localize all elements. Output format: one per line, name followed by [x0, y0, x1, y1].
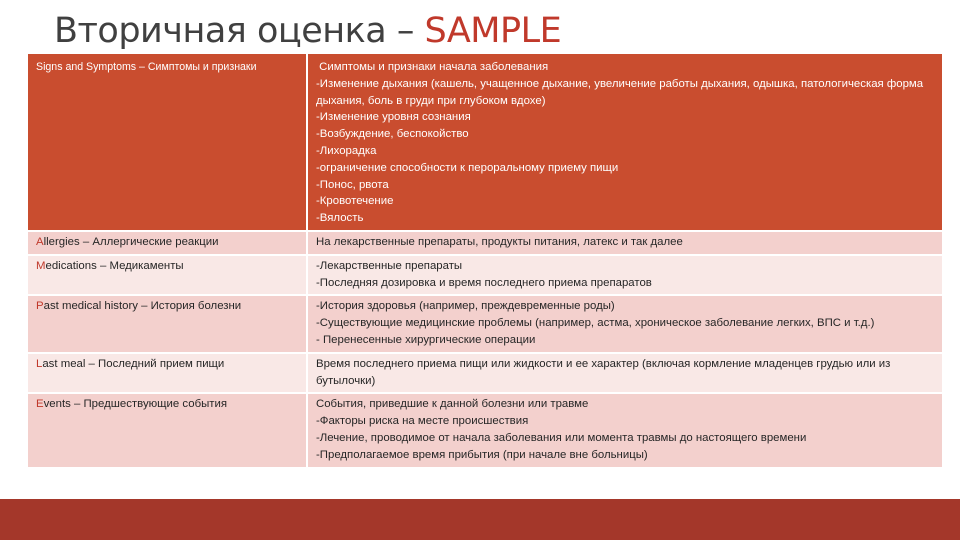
description-line: -Предполагаемое время прибытия (при начале вне больницы) [316, 448, 648, 461]
row-label [28, 54, 307, 231]
sample-table [28, 54, 942, 469]
description-line: Симптомы и признаки начала заболевания [316, 61, 549, 73]
row-label-text: edications – Медикаменты [45, 259, 184, 272]
row-description [307, 353, 942, 394]
row-label-letter: E [36, 398, 44, 411]
description-line: -Лекарственные препараты [316, 259, 463, 272]
bottom-band [0, 499, 960, 540]
description-line: -Лечение, проводимое от начала заболевания или момента травмы до настоящего времени [316, 431, 807, 444]
row-label-text: ast medical history – История болезни [43, 300, 242, 313]
row-label-letter: L [36, 357, 43, 370]
row-label-letter: M [36, 259, 46, 272]
table-row-allergies [28, 231, 942, 255]
row-description [307, 393, 942, 467]
row-description [307, 295, 942, 352]
description-line: -Существующие медицинские проблемы (например, астма, хроническое заболевание легких, ВПС и т.д.) [316, 317, 875, 330]
row-label [28, 393, 307, 467]
row-label [28, 255, 307, 296]
row-label-text: vents – Предшествующие события [43, 398, 228, 411]
table-row-last-meal [28, 353, 942, 394]
table-row-medications [28, 255, 942, 296]
description-line: -Понос, рвота [316, 178, 389, 191]
row-label [28, 353, 307, 394]
row-label [28, 295, 307, 352]
row-label [28, 231, 307, 255]
description-line: Время последнего приема пищи или жидкости и ее характер (включая кормление младенцев грудью или из бутылочки) [316, 357, 894, 387]
row-description [307, 231, 942, 255]
slide-title [54, 9, 561, 53]
description-line: -Факторы риска на месте происшествия [316, 415, 529, 428]
description-line: -Вялость [316, 212, 364, 225]
description-line: -Лихорадка [316, 144, 377, 157]
row-description [307, 54, 942, 231]
row-label-text: ast meal – Последний прием пищи [42, 357, 225, 370]
row-label-text: llergies – Аллергические реакции [43, 235, 219, 248]
table-row-events [28, 393, 942, 467]
row-label-letter: A [36, 235, 44, 248]
description-line: -Последняя дозировка и время последнего приема препаратов [316, 276, 652, 289]
title-main: Вторичная оценка – [54, 11, 425, 51]
description-line: -Кровотечение [316, 195, 394, 208]
description-line: -ограничение способности к пероральному приему пищи [316, 161, 619, 174]
table-row-signs-symptoms [28, 54, 942, 231]
row-description [307, 255, 942, 296]
description-line: События, приведшие к данной болезни или травме [316, 398, 589, 411]
table-row-past-medical-history [28, 295, 942, 352]
description-line: -Изменение дыхания (кашель, учащенное дыхание, увеличение работы дыхания, одышка, патологическая форма дыхания, боль в груди при глубоком вдохе) [316, 77, 927, 107]
description-line: -Возбуждение, беспокойство [316, 128, 469, 141]
description-line: - Перенесенные хирургические операции [316, 333, 536, 346]
description-line: -Изменение уровня сознания [316, 111, 471, 124]
description-line: На лекарственные препараты, продукты питания, латекс и так далее [316, 235, 683, 248]
row-label-text: Signs and Symptoms – Симптомы и признаки [36, 61, 257, 73]
title-accent: SAMPLE [424, 11, 562, 51]
description-line: -История здоровья (например, преждевременные роды) [316, 300, 615, 313]
row-label-letter: P [36, 300, 44, 313]
